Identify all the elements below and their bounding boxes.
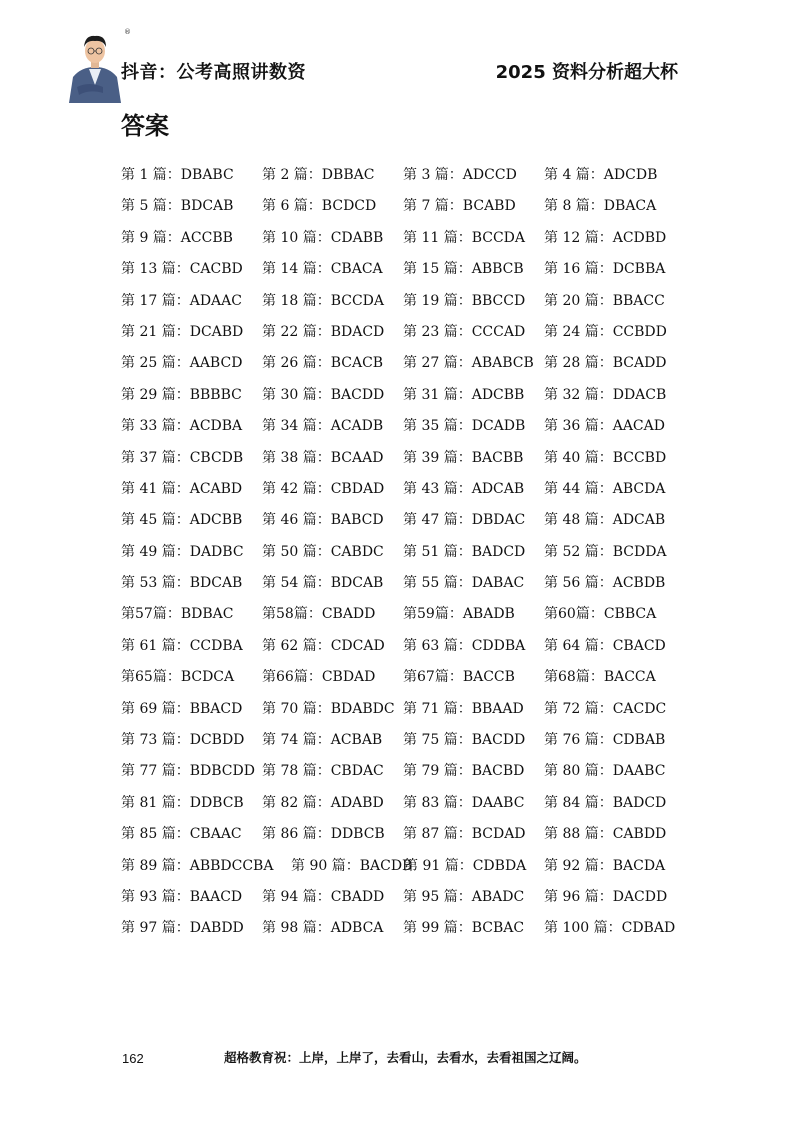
answer-cell: 第 20 篇：BBACC bbox=[544, 292, 665, 309]
answer-row bbox=[121, 228, 691, 259]
answer-cell: 第 47 篇：DBDAC bbox=[403, 512, 526, 529]
answer-row bbox=[121, 636, 691, 667]
answer-row bbox=[121, 761, 691, 792]
answer-row bbox=[121, 479, 691, 510]
answer-row bbox=[121, 196, 691, 227]
answer-cell: 第 22 篇：BDACD bbox=[262, 323, 385, 340]
answer-cell: 第 36 篇：AACAD bbox=[544, 418, 665, 435]
answer-cell: 第 26 篇：BCACB bbox=[262, 355, 384, 372]
answer-row bbox=[121, 573, 691, 604]
answer-cell: 第 29 篇：BBBBC bbox=[121, 386, 242, 403]
answer-cell: 第58篇：CBADD bbox=[262, 606, 376, 623]
answer-row bbox=[121, 416, 691, 447]
answer-cell: 第 28 篇：BCADD bbox=[544, 355, 667, 372]
answer-cell: 第 21 篇：DCABD bbox=[121, 323, 244, 340]
page-number: 162 bbox=[122, 1051, 144, 1066]
answer-row bbox=[121, 322, 691, 353]
answer-row bbox=[121, 542, 691, 573]
answer-cell: 第 15 篇：ABBCB bbox=[403, 261, 524, 278]
answer-cell: 第 11 篇：BCCDA bbox=[403, 229, 526, 246]
answer-cell: 第 1 篇：DBABC bbox=[121, 167, 234, 183]
answer-cell: 第 39 篇：BACBB bbox=[403, 449, 524, 466]
registered-mark: ® bbox=[124, 28, 131, 36]
answer-cell: 第 94 篇：CBADD bbox=[262, 888, 385, 905]
answer-row bbox=[121, 918, 691, 949]
answer-row bbox=[121, 291, 691, 322]
answer-row bbox=[121, 385, 691, 416]
answer-cell: 第 97 篇：DABDD bbox=[121, 920, 244, 937]
answer-cell: 第 40 篇：BCCBD bbox=[544, 449, 667, 466]
answer-cell: 第 53 篇：BDCAB bbox=[121, 575, 243, 592]
footer-motto: 超格教育祝：上岸，上岸了，去看山，去看水，去看祖国之辽阔。 bbox=[224, 1050, 587, 1065]
answer-cell: 第 64 篇：CBACD bbox=[544, 637, 666, 654]
answer-cell: 第 5 篇：BDCAB bbox=[121, 198, 234, 215]
answer-cell: 第66篇：CBDAD bbox=[262, 669, 376, 686]
answer-cell: 第 73 篇：DCBDD bbox=[121, 732, 245, 749]
answer-cell: 第 25 篇：AABCD bbox=[121, 355, 243, 372]
answer-cell: 第 78 篇：CBDAC bbox=[262, 763, 384, 780]
answer-cell: 第 4 篇：ADCDB bbox=[544, 167, 658, 183]
answer-cell: 第 45 篇：ADCBB bbox=[121, 512, 243, 529]
answer-cell: 第 99 篇：BCBAC bbox=[403, 920, 525, 937]
answer-cell: 第 32 篇：DDACB bbox=[544, 386, 667, 403]
answer-cell: 第 82 篇：ADABD bbox=[262, 794, 384, 811]
answer-cell: 第 9 篇：ACCBB bbox=[121, 229, 233, 246]
answer-cell: 第 70 篇：BDABDC bbox=[262, 700, 395, 717]
answer-cell: 第 51 篇：BADCD bbox=[403, 543, 526, 560]
answer-cell: 第 49 篇：DADBC bbox=[121, 543, 244, 560]
answer-cell: 第 44 篇：ABCDA bbox=[544, 480, 666, 497]
answer-cell: 第 100 篇：CDBAD bbox=[544, 920, 676, 937]
answer-cell: 第 89 篇：ABBDCCBA bbox=[121, 857, 274, 874]
answer-cell: 第 85 篇：CBAAC bbox=[121, 826, 242, 843]
answer-cell: 第 81 篇：DDBCB bbox=[121, 794, 244, 811]
answer-cell: 第 95 篇：ABADC bbox=[403, 888, 525, 905]
answer-cell: 第68篇：BACCA bbox=[544, 669, 656, 686]
header-left-title: 抖音：公考高照讲数资 bbox=[121, 62, 306, 83]
answer-cell: 第60篇：CBBCA bbox=[544, 606, 657, 623]
answer-row bbox=[121, 856, 691, 887]
answer-cell: 第 13 篇：CACBD bbox=[121, 261, 243, 278]
answer-cell: 第 31 篇：ADCBB bbox=[403, 386, 525, 403]
answer-cell: 第 19 篇：BBCCD bbox=[403, 292, 526, 309]
header-right-title: 2025 资料分析超大杯 bbox=[495, 62, 678, 83]
answer-cell: 第 54 篇：BDCAB bbox=[262, 575, 384, 592]
answer-cell: 第 61 篇：CCDBA bbox=[121, 637, 243, 654]
answer-cell: 第 38 篇：BCAAD bbox=[262, 449, 384, 466]
answer-cell: 第59篇：ABADB bbox=[403, 606, 515, 623]
answer-cell: 第 96 篇：DACDD bbox=[544, 888, 668, 905]
answer-cell: 第 7 篇：BCABD bbox=[403, 198, 516, 215]
answer-cell: 第 18 篇：BCCDA bbox=[262, 292, 385, 309]
answer-cell: 第 98 篇：ADBCA bbox=[262, 920, 384, 937]
answer-cell: 第 93 篇：BAACD bbox=[121, 888, 243, 905]
answer-row bbox=[121, 510, 691, 541]
answer-cell: 第 43 篇：ADCAB bbox=[403, 480, 525, 497]
answer-cell: 第 35 篇：DCADB bbox=[403, 418, 526, 435]
answer-row bbox=[121, 448, 691, 479]
answer-cell: 第 34 篇：ACADB bbox=[262, 418, 384, 435]
answer-cell: 第 55 篇：DABAC bbox=[403, 575, 525, 592]
answer-cell: 第 75 篇：BACDD bbox=[403, 732, 526, 749]
answer-cell: 第 33 篇：ACDBA bbox=[121, 418, 243, 435]
answer-row bbox=[121, 699, 691, 730]
answer-cell: 第 37 篇：CBCDB bbox=[121, 449, 244, 466]
answer-cell: 第 8 篇：DBACA bbox=[544, 198, 657, 215]
answer-cell: 第 17 篇：ADAAC bbox=[121, 292, 242, 309]
answer-row bbox=[121, 353, 691, 384]
answer-cell: 第 87 篇：BCDAD bbox=[403, 826, 526, 843]
answer-cell: 第 3 篇：ADCCD bbox=[403, 167, 517, 183]
answer-cell: 第 92 篇：BACDA bbox=[544, 857, 666, 874]
answer-cell: 第 52 篇：BCDDA bbox=[544, 543, 667, 560]
answer-cell: 第 23 篇：CCCAD bbox=[403, 323, 526, 340]
answer-cell: 第 74 篇：ACBAB bbox=[262, 732, 383, 749]
answer-cell: 第 77 篇：BDBCDD bbox=[121, 763, 255, 780]
answer-row bbox=[121, 887, 691, 918]
answer-cell: 第 86 篇：DDBCB bbox=[262, 826, 385, 843]
answer-cell: 第 41 篇：ACABD bbox=[121, 480, 243, 497]
answer-cell: 第 56 篇：ACBDB bbox=[544, 575, 666, 592]
answer-cell: 第 30 篇：BACDD bbox=[262, 386, 385, 403]
answer-cell: 第57篇：BDBAC bbox=[121, 606, 234, 623]
answer-row bbox=[121, 793, 691, 824]
answer-cell: 第 69 篇：BBACD bbox=[121, 700, 243, 717]
answer-cell: 第 10 篇：CDABB bbox=[262, 229, 384, 246]
answer-row bbox=[121, 259, 691, 290]
answer-cell: 第65篇：BCDCA bbox=[121, 669, 235, 686]
answer-cell: 第 46 篇：BABCD bbox=[262, 512, 384, 529]
answer-cell: 第 88 篇：CABDD bbox=[544, 826, 667, 843]
answer-row bbox=[121, 730, 691, 761]
answer-cell: 第 62 篇：CDCAD bbox=[262, 637, 385, 654]
answer-cell: 第 91 篇：CDBDA bbox=[404, 857, 527, 874]
answer-cell: 第 16 篇：DCBBA bbox=[544, 261, 666, 278]
answer-cell: 第 84 篇：BADCD bbox=[544, 794, 667, 811]
answer-cell: 第67篇：BACCB bbox=[403, 669, 515, 686]
answer-cell: 第 63 篇：CDDBA bbox=[403, 637, 526, 654]
answer-cell: 第 2 篇：DBBAC bbox=[262, 167, 375, 183]
answer-cell: 第 12 篇：ACDBD bbox=[544, 229, 667, 246]
page-title: 答案 bbox=[121, 112, 169, 140]
answer-cell: 第 79 篇：BACBD bbox=[403, 763, 525, 780]
answer-cell: 第 42 篇：CBDAD bbox=[262, 480, 385, 497]
answer-row bbox=[121, 824, 691, 855]
answer-cell: 第 90 篇：BACDB bbox=[291, 857, 413, 874]
answer-cell: 第 71 篇：BBAAD bbox=[403, 700, 524, 717]
answer-cell: 第 50 篇：CABDC bbox=[262, 543, 384, 560]
answer-grid bbox=[121, 165, 691, 950]
answer-cell: 第 6 篇：BCDCD bbox=[262, 198, 377, 215]
answer-cell: 第 27 篇：ABABCB bbox=[403, 355, 534, 372]
author-avatar bbox=[67, 27, 123, 103]
answer-cell: 第 48 篇：ADCAB bbox=[544, 512, 666, 529]
answer-cell: 第 80 篇：DAABC bbox=[544, 763, 666, 780]
answer-row bbox=[121, 667, 691, 698]
answer-cell: 第 24 篇：CCBDD bbox=[544, 323, 667, 340]
answer-cell: 第 14 篇：CBACA bbox=[262, 261, 383, 278]
answer-row bbox=[121, 604, 691, 635]
answer-cell: 第 83 篇：DAABC bbox=[403, 794, 525, 811]
answer-row bbox=[121, 165, 691, 196]
answer-cell: 第 72 篇：CACDC bbox=[544, 700, 667, 717]
answer-cell: 第 76 篇：CDBAB bbox=[544, 732, 666, 749]
